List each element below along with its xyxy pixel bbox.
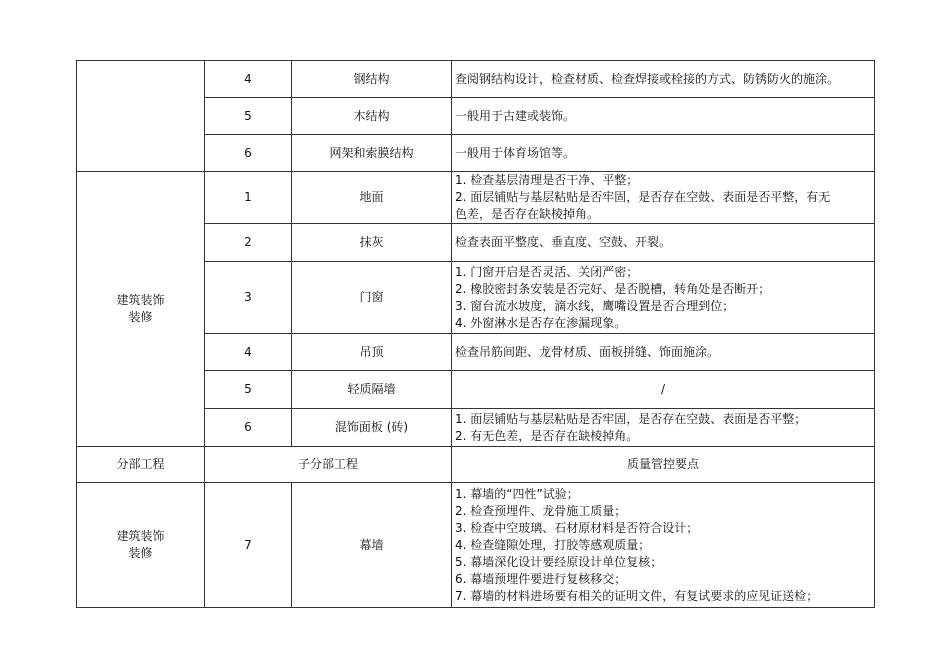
division-cell <box>77 483 204 607</box>
quality-points: 检查吊筋间距、龙骨材质、面板拼缝、饰面施涂。 <box>455 344 720 359</box>
subdivision-name: 钢结构 <box>353 71 390 86</box>
subdivision-name: 混饰面板 (砖) <box>334 420 409 434</box>
quality-points: 一般用于古建或装饰。 <box>455 108 576 123</box>
rule <box>874 60 875 608</box>
row-number: 2 <box>244 235 252 249</box>
quality-points: / <box>660 382 666 396</box>
quality-points: 查阅钢结构设计，检查材质、检查焊接或栓接的方式、防锈防火的施涂。 <box>455 71 840 86</box>
row-number: 7 <box>244 537 252 552</box>
subdivision-name: 地面 <box>359 190 384 204</box>
quality-points: 一般用于体育场馆等。 <box>455 145 576 160</box>
row-number: 6 <box>244 420 252 434</box>
subdivision-name: 网架和索膜结构 <box>329 145 414 160</box>
row-number: 4 <box>244 71 252 86</box>
quality-control-table <box>76 60 875 608</box>
row-number: 5 <box>244 108 252 123</box>
quality-points: 1. 门窗开启是否灵活、关闭严密； 2. 橡胶密封条安装是否完好、是否脱槽，转角处是否断开； 3. 窗台流水坡度，滴水线，鹰嘴设置是否合理到位； 4. 外窗淋水是否存在渗漏现象。 <box>455 264 771 330</box>
subdivision-name: 抹灰 <box>359 235 384 249</box>
subdivision-name: 幕墙 <box>359 537 384 552</box>
row-number: 5 <box>244 382 252 396</box>
quality-points: 1. 检查基层清理是否干净、平整； 2. 面层铺贴与基层粘贴是否牢固，是否存在空鼓、表面是否平整，有无 色差，是否存在缺棱掉角。 <box>455 173 831 221</box>
header-quality-points: 质量管控要点 <box>626 457 699 471</box>
row-number: 3 <box>244 290 252 304</box>
division-label: 建筑装饰 装修 <box>116 293 165 324</box>
quality-points: 1. 面层铺贴与基层粘贴是否牢固，是否存在空鼓、表面是否平整； 2. 有无色差，是否存在缺棱掉角。 <box>455 411 807 443</box>
rule <box>76 607 875 608</box>
subdivision-name: 木结构 <box>353 108 390 123</box>
subdivision-name: 吊顶 <box>359 344 384 359</box>
row-number: 4 <box>244 344 252 359</box>
row-number: 6 <box>244 145 252 160</box>
subdivision-name: 轻质隔墙 <box>347 382 396 396</box>
subdivision-name: 门窗 <box>359 290 384 304</box>
division-label: 建筑装饰 装修 <box>116 529 165 560</box>
division-cell <box>77 172 204 446</box>
header-subdivision: 子分部工程 <box>297 457 358 471</box>
row-number: 1 <box>244 190 252 204</box>
quality-points: 检查表面平整度、垂直度、空鼓、开裂。 <box>455 235 672 249</box>
header-division: 分部工程 <box>116 457 165 471</box>
quality-points: 1. 幕墙的“四性”试验； 2. 检查预埋件、龙骨施工质量； 3. 检查中空玻璃、石材原材料是否符合设计； 4. 检查缝隙处理，打胶等感观质量； 5. 幕墙深化设计要经原设计单位复核； 6. 幕墙预埋件要进行复核移交； 7. 幕墙的材料进场要有相关的证明文件，有复试要求的应见证送检； <box>455 486 819 603</box>
